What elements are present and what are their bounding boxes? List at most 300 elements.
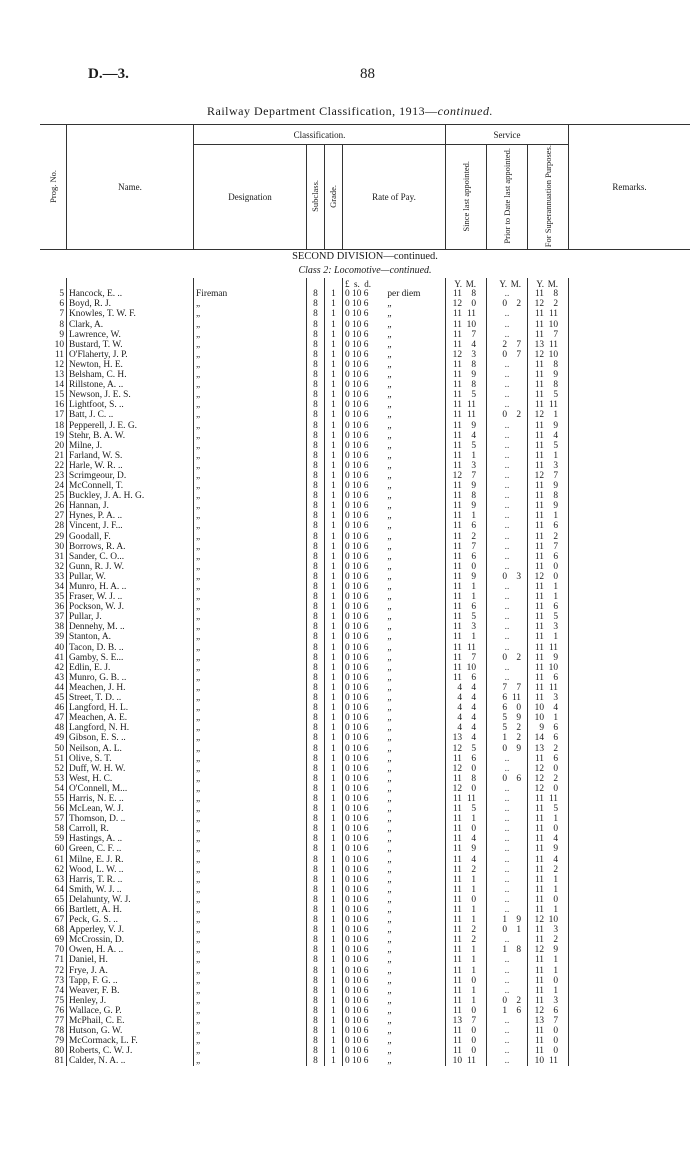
grade-value: 1	[331, 925, 336, 936]
grade	[325, 804, 343, 814]
subclass-value: 8	[313, 662, 318, 673]
designation-value: „	[196, 1046, 201, 1057]
super-years: 12	[534, 945, 544, 956]
designation	[194, 834, 307, 844]
prog-no	[40, 572, 67, 582]
employee-name	[67, 996, 194, 1006]
subclass-value: 8	[313, 723, 318, 734]
prog-no-value: 20	[54, 440, 64, 451]
rate-period: „	[387, 460, 392, 471]
rate-of-pay	[343, 592, 446, 602]
prog-no	[40, 521, 67, 531]
designation	[194, 935, 307, 945]
since-months: 6	[471, 753, 476, 764]
designation-value: „	[196, 460, 201, 471]
since-months: 5	[471, 440, 476, 451]
since-years: 11	[452, 965, 462, 976]
rate-of-pay	[343, 643, 446, 653]
since-last-appointed	[446, 966, 487, 976]
prior-to-date: ..	[487, 875, 528, 885]
since-months: 2	[471, 864, 476, 875]
table-row	[40, 632, 690, 642]
subclass-value: 8	[313, 541, 318, 552]
super-months: 5	[553, 804, 558, 815]
name-value: Meachen, A. E.	[69, 713, 128, 724]
super-months: 1	[553, 814, 558, 825]
grade	[325, 683, 343, 693]
prog-no	[40, 330, 67, 340]
since-last-appointed	[446, 461, 487, 471]
prog-no	[40, 824, 67, 834]
name-value: Stanton, A.	[69, 632, 111, 643]
rate-value: 0 10 6	[345, 874, 369, 885]
name-value: Frye, J. A.	[69, 965, 108, 976]
employee-name	[67, 976, 194, 986]
super-months: 0	[553, 1046, 558, 1057]
rate-of-pay	[343, 350, 446, 360]
prog-no-value: 10	[54, 339, 64, 350]
subclass	[307, 420, 325, 430]
super-years: 10	[534, 1056, 544, 1067]
document-code: D.—3.	[88, 66, 129, 82]
page-title	[0, 104, 700, 119]
prior-years: 0	[502, 299, 507, 310]
subclass-value: 8	[313, 834, 318, 845]
super-months: 5	[553, 612, 558, 623]
rate-of-pay	[343, 380, 446, 390]
grade	[325, 673, 343, 683]
super-months: 1	[553, 713, 558, 724]
designation	[194, 632, 307, 642]
rate-of-pay	[343, 935, 446, 945]
grade	[325, 632, 343, 642]
since-years: 11	[452, 430, 462, 441]
designation-value: „	[196, 864, 201, 875]
remarks	[569, 743, 691, 753]
table-row	[40, 966, 690, 976]
remarks	[569, 370, 691, 380]
super-years: 11	[534, 460, 544, 471]
rate-of-pay	[343, 895, 446, 905]
since-last-appointed	[446, 471, 487, 481]
name-value: Newson, J. E. S.	[69, 390, 131, 401]
subclass	[307, 673, 325, 683]
super-months: 0	[553, 1036, 558, 1047]
since-years: 4	[457, 703, 462, 714]
superannuation	[528, 350, 569, 360]
since-last-appointed	[446, 754, 487, 764]
since-years: 11	[452, 612, 462, 623]
designation-value: „	[196, 955, 201, 966]
col-superannuation: For Superannuation Purposes.	[528, 145, 569, 250]
prior-to-date: ..	[487, 865, 528, 875]
table-row	[40, 854, 690, 864]
employee-name	[67, 1006, 194, 1016]
prior-to-date: ..	[487, 521, 528, 531]
grade-value: 1	[331, 612, 336, 623]
grade-value: 1	[331, 420, 336, 431]
since-months: 6	[471, 551, 476, 562]
rate-of-pay	[343, 451, 446, 461]
prior-years: 6	[502, 703, 507, 714]
rate-of-pay	[343, 441, 446, 451]
since-months: 0	[471, 1046, 476, 1057]
since-last-appointed	[446, 834, 487, 844]
name-value: Wallace, G. P.	[69, 1005, 122, 1016]
grade	[325, 380, 343, 390]
name-value: Daniel, H.	[69, 955, 108, 966]
since-last-appointed	[446, 683, 487, 693]
prog-no-value: 42	[54, 662, 64, 673]
prog-no-value: 39	[54, 632, 64, 643]
subclass-value: 8	[313, 935, 318, 946]
rate-of-pay	[343, 804, 446, 814]
name-value: Lawrence, W.	[69, 329, 121, 340]
prior-years: 0	[502, 743, 507, 754]
since-years: 11	[452, 440, 462, 451]
rate-of-pay	[343, 653, 446, 663]
name-value: Pullar, J.	[69, 612, 102, 623]
prior-to-date: ..	[487, 552, 528, 562]
units-row	[40, 278, 690, 289]
super-years: 11	[534, 1026, 544, 1037]
remarks	[569, 552, 691, 562]
since-years: 11	[452, 420, 462, 431]
remarks	[569, 966, 691, 976]
since-last-appointed	[446, 289, 487, 299]
designation	[194, 844, 307, 854]
super-years: 11	[534, 450, 544, 461]
rate-of-pay	[343, 986, 446, 996]
name-value: McLean, W. J.	[69, 804, 124, 815]
grade-value: 1	[331, 844, 336, 855]
since-months: 4	[471, 713, 476, 724]
col-grade: Grade.	[325, 145, 343, 250]
designation-value: „	[196, 905, 201, 915]
super-months: 11	[548, 339, 558, 350]
rate-of-pay	[343, 915, 446, 925]
designation-value: „	[196, 329, 201, 340]
superannuation	[528, 875, 569, 885]
rate-period: „	[387, 541, 392, 552]
since-years: 11	[452, 1026, 462, 1037]
super-months: 0	[553, 1026, 558, 1037]
superannuation	[528, 764, 569, 774]
designation	[194, 1056, 307, 1066]
name-value: Henley, J.	[69, 995, 107, 1006]
remarks	[569, 501, 691, 511]
table-row	[40, 451, 690, 461]
superannuation	[528, 511, 569, 521]
name-value: Stehr, B. A. W.	[69, 430, 126, 441]
prog-no-value: 68	[54, 925, 64, 936]
rate-value: 0 10 6	[345, 814, 369, 825]
remarks	[569, 582, 691, 592]
since-months: 0	[471, 894, 476, 905]
since-months: 9	[471, 571, 476, 582]
table-row	[40, 572, 690, 582]
name-value: West, H. C.	[69, 773, 113, 784]
superannuation	[528, 955, 569, 965]
grade	[325, 602, 343, 612]
super-months: 1	[553, 985, 558, 996]
prior-to-date	[487, 733, 528, 743]
super-months: 9	[553, 652, 558, 663]
designation	[194, 854, 307, 864]
subclass	[307, 1026, 325, 1036]
rate-value: 0 10 6	[345, 602, 369, 613]
since-years: 12	[452, 783, 462, 794]
since-last-appointed	[446, 1026, 487, 1036]
employee-name	[67, 935, 194, 945]
prog-no-value: 53	[54, 773, 64, 784]
prog-no-value: 66	[54, 905, 64, 915]
prior-to-date: ..	[487, 824, 528, 834]
remarks	[569, 612, 691, 622]
rate-value: 0 10 6	[345, 693, 369, 704]
designation-value: „	[196, 511, 201, 522]
rate-of-pay	[343, 905, 446, 915]
prior-months: 1	[516, 925, 521, 936]
subclass	[307, 481, 325, 491]
grade-value: 1	[331, 390, 336, 401]
rate-of-pay	[343, 582, 446, 592]
remarks	[569, 774, 691, 784]
since-months: 7	[471, 329, 476, 340]
unit-pounds: £	[345, 278, 350, 289]
rate-period: „	[387, 884, 392, 895]
designation-value: „	[196, 985, 201, 996]
super-years: 11	[534, 935, 544, 946]
since-last-appointed	[446, 774, 487, 784]
grade	[325, 875, 343, 885]
name-value: Hannan, J.	[69, 501, 109, 512]
prog-no-value: 31	[54, 551, 64, 562]
remarks	[569, 309, 691, 319]
prog-no	[40, 390, 67, 400]
designation	[194, 976, 307, 986]
table-row	[40, 400, 690, 410]
subclass-value: 8	[313, 551, 318, 562]
employee-name	[67, 552, 194, 562]
prior-to-date: ..	[487, 1026, 528, 1036]
grade-value: 1	[331, 1056, 336, 1067]
subclass-value: 8	[313, 975, 318, 986]
rate-value: 0 10 6	[345, 642, 369, 653]
since-last-appointed	[446, 431, 487, 441]
since-years: 4	[457, 713, 462, 724]
superannuation	[528, 1046, 569, 1056]
designation	[194, 996, 307, 1006]
designation-value: „	[196, 1016, 201, 1027]
rate-of-pay	[343, 966, 446, 976]
subclass	[307, 895, 325, 905]
since-years: 11	[452, 1005, 462, 1016]
name-value: McConnell, T.	[69, 481, 124, 492]
prior-years: 0	[502, 995, 507, 1006]
subclass-value: 8	[313, 642, 318, 653]
since-months: 2	[471, 935, 476, 946]
rate-of-pay	[343, 501, 446, 511]
designation	[194, 521, 307, 531]
grade-value: 1	[331, 884, 336, 895]
designation	[194, 511, 307, 521]
grade-value: 1	[331, 793, 336, 804]
prog-no	[40, 1006, 67, 1016]
table-row	[40, 703, 690, 713]
rate-period: „	[387, 420, 392, 431]
prog-no-value: 56	[54, 804, 64, 815]
prior-to-date: ..	[487, 1046, 528, 1056]
designation-value: „	[196, 380, 201, 391]
rate-value: 0 10 6	[345, 420, 369, 431]
designation-value: „	[196, 662, 201, 673]
prior-to-date: ..	[487, 511, 528, 521]
super-years: 11	[534, 501, 544, 512]
since-months: 4	[471, 339, 476, 350]
designation	[194, 612, 307, 622]
rate-value: 0 10 6	[345, 450, 369, 461]
designation	[194, 552, 307, 562]
since-last-appointed	[446, 632, 487, 642]
super-months: 1	[553, 955, 558, 966]
subclass-value: 8	[313, 440, 318, 451]
rate-value: 0 10 6	[345, 501, 369, 512]
since-months: 11	[466, 400, 476, 411]
employee-name	[67, 945, 194, 955]
since-months: 4	[471, 854, 476, 865]
superannuation	[528, 320, 569, 330]
grade-value: 1	[331, 935, 336, 946]
super-months: 6	[553, 602, 558, 613]
rate-value: 0 10 6	[345, 410, 369, 421]
employee-name	[67, 723, 194, 733]
remarks	[569, 703, 691, 713]
prog-no	[40, 804, 67, 814]
super-months: 11	[548, 793, 558, 804]
rate-period: „	[387, 945, 392, 956]
super-years: 11	[534, 1036, 544, 1047]
grade	[325, 784, 343, 794]
prog-no	[40, 511, 67, 521]
name-value: Farland, W. S.	[69, 450, 123, 461]
employee-name	[67, 481, 194, 491]
prior-to-date: ..	[487, 602, 528, 612]
since-years: 11	[452, 915, 462, 926]
since-last-appointed	[446, 1056, 487, 1066]
designation	[194, 703, 307, 713]
super-years: 11	[534, 370, 544, 381]
remarks	[569, 1036, 691, 1046]
name-value: Harle, W. R. ..	[69, 460, 123, 471]
rate-period: „	[387, 299, 392, 310]
subclass-value: 8	[313, 682, 318, 693]
designation	[194, 1006, 307, 1016]
grade	[325, 733, 343, 743]
prog-no	[40, 1026, 67, 1036]
designation-value: „	[196, 915, 201, 926]
superannuation	[528, 885, 569, 895]
prog-no-value: 34	[54, 582, 64, 592]
rate-value: 0 10 6	[345, 319, 369, 330]
rate-value: 0 10 6	[345, 359, 369, 370]
subclass	[307, 905, 325, 915]
superannuation	[528, 683, 569, 693]
prog-no	[40, 683, 67, 693]
grade-value: 1	[331, 733, 336, 744]
col-classification: Classification.	[194, 125, 446, 145]
since-months: 1	[471, 592, 476, 603]
subclass	[307, 622, 325, 632]
table-row	[40, 925, 690, 935]
prior-to-date: ..	[487, 834, 528, 844]
employee-name	[67, 400, 194, 410]
subclass	[307, 925, 325, 935]
subclass	[307, 309, 325, 319]
designation-value: „	[196, 935, 201, 946]
since-months: 4	[471, 682, 476, 693]
rate-period: „	[387, 905, 392, 915]
prior-to-date: ..	[487, 754, 528, 764]
prog-no-value: 57	[54, 814, 64, 825]
table-row	[40, 814, 690, 824]
prior-to-date	[487, 723, 528, 733]
prior-to-date: ..	[487, 986, 528, 996]
prior-to-date: ..	[487, 794, 528, 804]
subclass	[307, 350, 325, 360]
prior-to-date: ..	[487, 441, 528, 451]
super-years: 11	[534, 561, 544, 572]
designation-value: „	[196, 319, 201, 330]
employee-name	[67, 471, 194, 481]
prog-no-value: 22	[54, 460, 64, 471]
grade	[325, 491, 343, 501]
super-months: 2	[553, 773, 558, 784]
since-years: 11	[452, 874, 462, 885]
since-last-appointed	[446, 350, 487, 360]
designation-value: „	[196, 763, 201, 774]
since-last-appointed	[446, 1046, 487, 1056]
subclass-value: 8	[313, 693, 318, 704]
subclass	[307, 572, 325, 582]
prior-to-date	[487, 945, 528, 955]
rate-value: 0 10 6	[345, 824, 369, 835]
designation	[194, 622, 307, 632]
col-prior-to-date: Prior to Date last appointed.	[487, 145, 528, 250]
since-months: 0	[471, 299, 476, 310]
since-years: 11	[452, 410, 462, 421]
since-months: 1	[471, 511, 476, 522]
super-years: 11	[534, 309, 544, 320]
superannuation	[528, 723, 569, 733]
prog-no	[40, 592, 67, 602]
since-last-appointed	[446, 400, 487, 410]
employee-name	[67, 895, 194, 905]
rate-value: 0 10 6	[345, 925, 369, 936]
super-years: 14	[534, 733, 544, 744]
prog-no-value: 14	[54, 380, 64, 391]
employee-name	[67, 703, 194, 713]
employee-name	[67, 743, 194, 753]
remarks	[569, 814, 691, 824]
designation	[194, 1036, 307, 1046]
table-row	[40, 552, 690, 562]
since-years: 11	[452, 329, 462, 340]
prog-no	[40, 844, 67, 854]
remarks	[569, 955, 691, 965]
name-value: Rillstone, A. ..	[69, 380, 124, 391]
since-years: 11	[452, 955, 462, 966]
